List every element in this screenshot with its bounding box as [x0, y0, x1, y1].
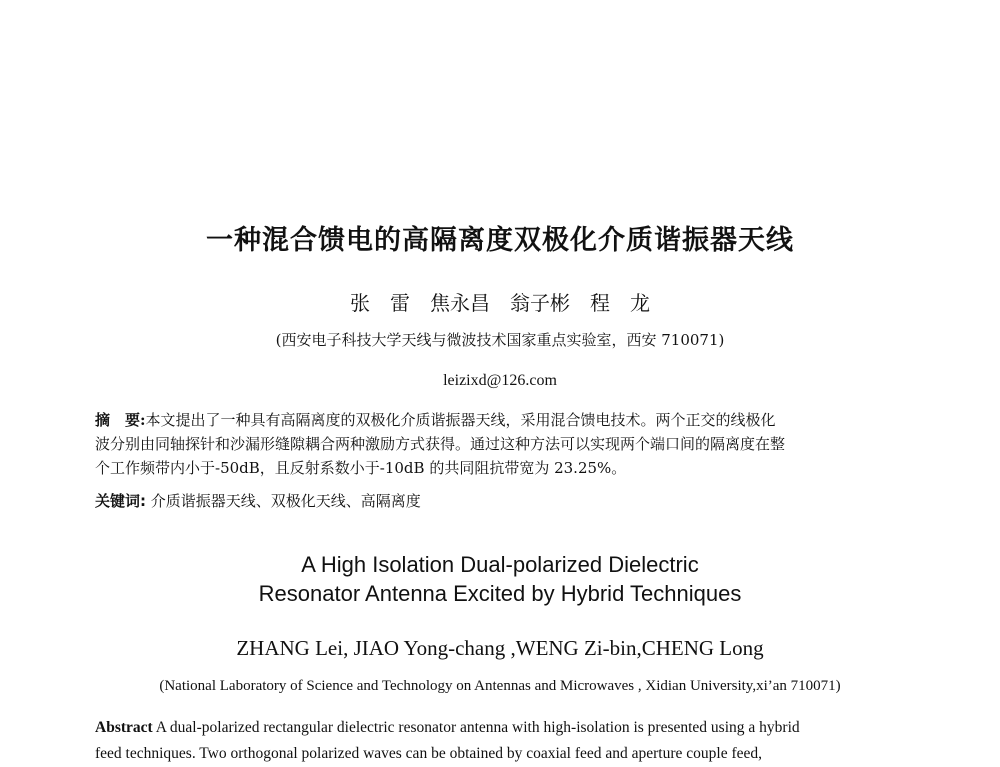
english-abstract — [95, 715, 915, 767]
chinese-abstract-line-2: 波分别由同轴探针和沙漏形缝隙耦合两种激励方式获得。通过这种方法可以实现两个端口间的隔离度在整 — [95, 435, 786, 453]
english-affiliation: (National Laboratory of Science and Technology on Antennas and Microwaves , Xidian University,xi’an 710071) — [159, 678, 841, 694]
chinese-keywords — [95, 490, 915, 511]
chinese-abstract — [95, 408, 915, 480]
english-title — [0, 550, 1000, 608]
english-authors: ZHANG Lei, JIAO Yong-chang ,WENG Zi-bin,CHENG Long — [236, 636, 764, 660]
author-email: leizixd@126.com — [443, 372, 557, 389]
chinese-title: 一种混合馈电的高隔离度双极化介质谐振器天线 — [206, 225, 794, 256]
chinese-keywords-label: 关键词: — [95, 492, 146, 510]
chinese-abstract-line-1 — [95, 408, 915, 432]
english-abstract-label: Abstract — [95, 719, 153, 736]
english-title-line-1: A High Isolation Dual-polarized Dielectric — [301, 552, 699, 577]
english-abstract-line-2: feed techniques. Two orthogonal polarized waves can be obtained by coaxial feed and aperture couple feed, — [95, 745, 762, 762]
english-abstract-line-1 — [95, 715, 915, 741]
chinese-keywords-text: 介质谐振器天线、双极化天线、高隔离度 — [150, 492, 421, 510]
english-abstract-text: A dual-polarized rectangular dielectric resonator antenna with high-isolation is presented using a hybrid — [155, 719, 800, 736]
chinese-abstract-line-3: 个工作频带内小于-50dB，且反射系数小于-10dB 的共同阻抗带宽为 23.25%。 — [95, 459, 627, 477]
chinese-authors: 张 雷 焦永昌 翁子彬 程 龙 — [350, 291, 650, 315]
chinese-abstract-label: 摘 要: — [95, 411, 146, 429]
chinese-abstract-text: 本文提出了一种具有高隔离度的双极化介质谐振器天线，采用混合馈电技术。两个正交的线极化 — [145, 411, 776, 429]
english-title-line-2: Resonator Antenna Excited by Hybrid Techniques — [258, 581, 742, 606]
chinese-affiliation: (西安电子科技大学天线与微波技术国家重点实验室，西安 710071) — [275, 331, 725, 349]
